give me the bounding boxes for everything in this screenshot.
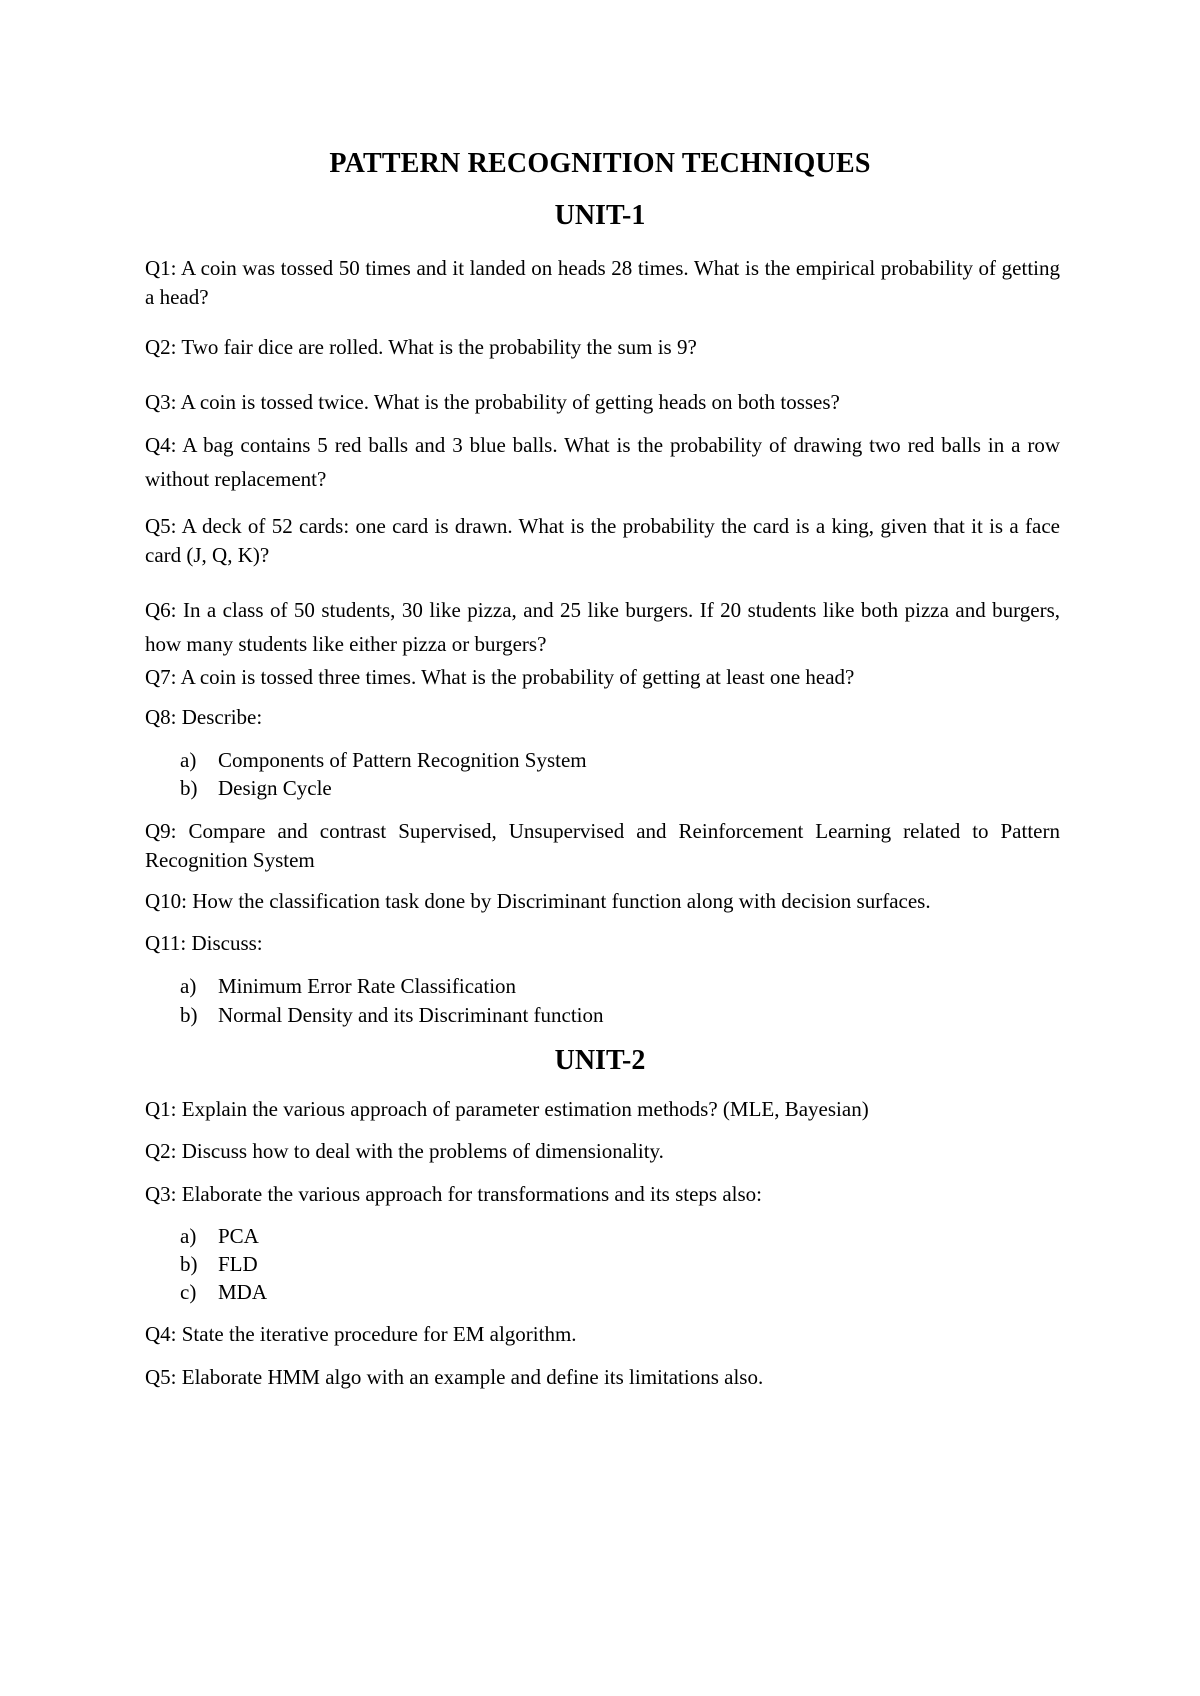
option-letter: a) — [180, 1224, 197, 1248]
unit-2-question-2: Q2: Discuss how to deal with the problems of dimensionality. — [145, 1139, 664, 1163]
option-text: Components of Pattern Recognition System — [218, 748, 587, 772]
list-item — [180, 1222, 259, 1251]
unit-1-question-10: Q10: How the classification task done by Discriminant function along with decision surfaces. — [145, 889, 931, 913]
list-item — [180, 746, 587, 775]
option-text: Normal Density and its Discriminant function — [218, 1003, 604, 1027]
unit-1-question-9: Q9: Compare and contrast Supervised, Unsupervised and Reinforcement Learning related to Pattern Recognition System — [145, 819, 1060, 872]
unit-1-question-11: Q11: Discuss: — [145, 931, 263, 955]
unit-1-heading: UNIT-1 — [554, 200, 646, 231]
option-text: FLD — [218, 1252, 258, 1276]
option-text: MDA — [218, 1280, 268, 1304]
list-item — [180, 1001, 604, 1030]
unit-1-question-2: Q2: Two fair dice are rolled. What is the probability the sum is 9? — [145, 335, 697, 359]
unit-1-question-5: Q5: A deck of 52 cards: one card is drawn. What is the probability the card is a king, given that it is a face card (J, Q, K)? — [145, 514, 1060, 567]
unit-2-question-4: Q4: State the iterative procedure for EM algorithm. — [145, 1322, 577, 1346]
option-letter: a) — [180, 974, 197, 998]
list-item — [180, 1250, 258, 1279]
unit-1-question-4: Q4: A bag contains 5 red balls and 3 blue balls. What is the probability of drawing two red balls in a row without replacement? — [145, 433, 1060, 491]
unit-2-question-1: Q1: Explain the various approach of parameter estimation methods? (MLE, Bayesian) — [145, 1097, 869, 1121]
list-item — [180, 1278, 267, 1307]
unit-1-question-8: Q8: Describe: — [145, 705, 263, 729]
unit-2-heading: UNIT-2 — [554, 1045, 646, 1076]
unit-1-question-1: Q1: A coin was tossed 50 times and it landed on heads 28 times. What is the empirical probability of getting a head? — [145, 256, 1060, 309]
option-letter: b) — [180, 1252, 198, 1276]
option-letter: c) — [180, 1280, 197, 1304]
option-letter: b) — [180, 1003, 198, 1027]
unit-1-question-3: Q3: A coin is tossed twice. What is the probability of getting heads on both tosses? — [145, 390, 840, 414]
unit-1-question-6: Q6: In a class of 50 students, 30 like pizza, and 25 like burgers. If 20 students like both pizza and burgers, how many students like either pizza or burgers? — [145, 598, 1060, 656]
option-text: PCA — [218, 1224, 259, 1248]
option-letter: a) — [180, 748, 197, 772]
unit-1-question-7: Q7: A coin is tossed three times. What is the probability of getting at least one head? — [145, 665, 855, 689]
document-title: PATTERN RECOGNITION TECHNIQUES — [329, 148, 871, 179]
option-text: Design Cycle — [218, 776, 332, 800]
list-item — [180, 972, 516, 1001]
unit-2-question-5: Q5: Elaborate HMM algo with an example and define its limitations also. — [145, 1365, 764, 1389]
option-text: Minimum Error Rate Classification — [218, 974, 517, 998]
list-item — [180, 774, 332, 803]
unit-2-question-3: Q3: Elaborate the various approach for transformations and its steps also: — [145, 1182, 762, 1206]
option-letter: b) — [180, 776, 198, 800]
